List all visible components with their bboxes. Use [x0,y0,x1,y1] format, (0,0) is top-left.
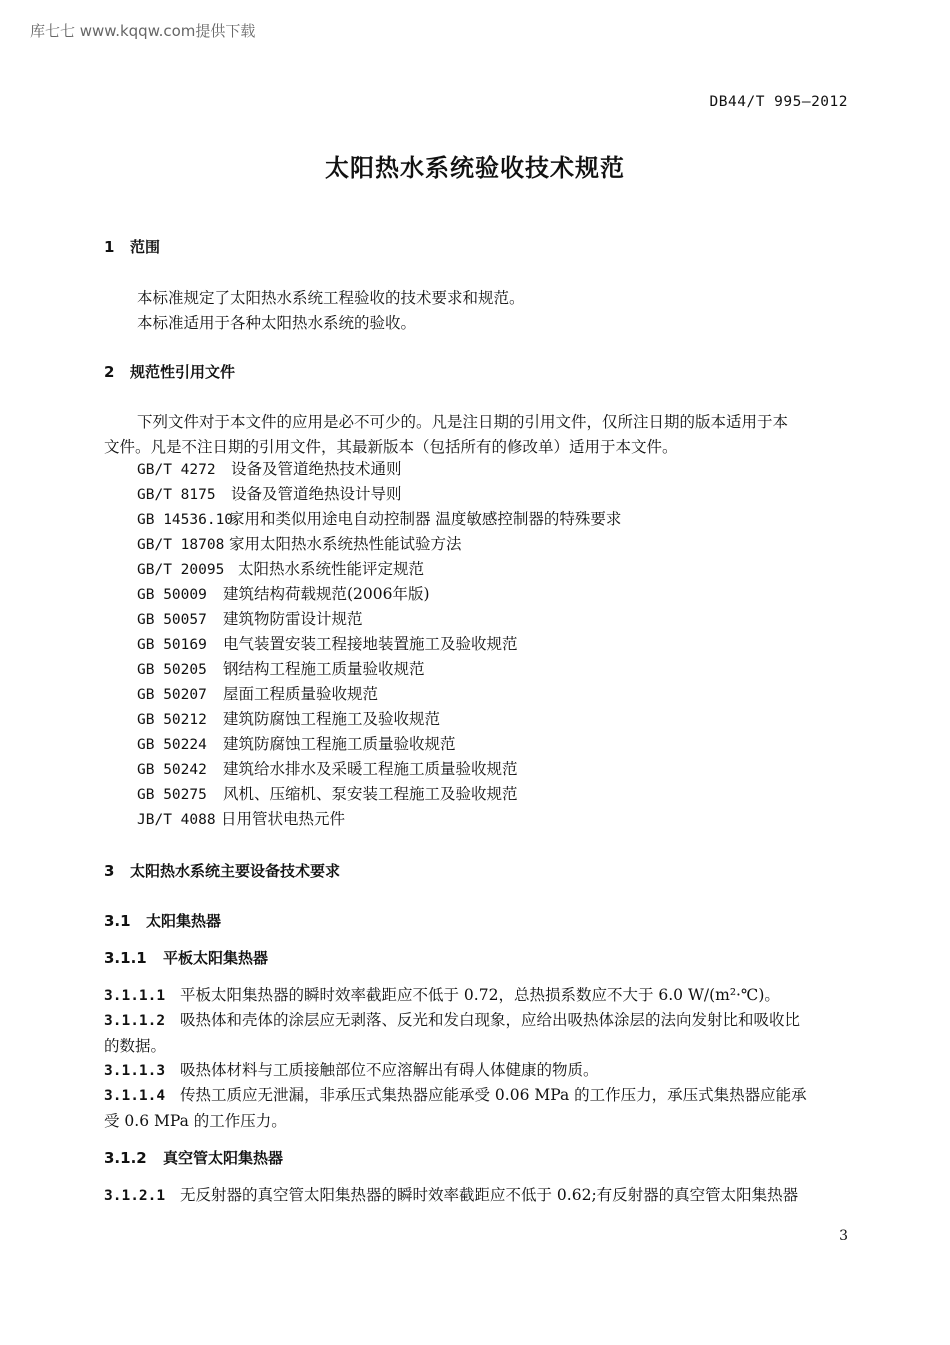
reference-code: GB 50205 [137,662,207,678]
clause-number: 3.1.1.2 [104,1013,166,1029]
clause-text-continued: 的数据。 [104,1037,167,1055]
reference-code: GB/T 4272 [137,462,216,478]
paragraph: 本标准适用于各种太阳热水系统的验收。 [137,314,417,332]
subsection-number: 3.1 [104,912,131,930]
reference-item [137,682,621,707]
section-3-heading [104,860,340,881]
subsection-3-1-2-heading [104,1147,283,1168]
section-1-heading [104,236,160,257]
section-number: 3 [104,862,115,880]
reference-title: 电气装置安装工程接地装置施工及验收规范 [223,635,518,653]
reference-title: 钢结构工程施工质量验收规范 [223,660,425,678]
reference-code: GB 50242 [137,762,207,778]
subsection-title: 真空管太阳集热器 [163,1149,284,1167]
reference-code: GB/T 18708 [137,537,225,553]
reference-item [137,807,621,832]
reference-item [137,482,621,507]
section-title: 太阳热水系统主要设备技术要求 [130,862,341,880]
section-title: 范围 [130,238,161,256]
reference-title: 日用管状电热元件 [221,810,346,828]
clause-3-1-2-1 [104,1183,850,1209]
reference-item [137,632,621,657]
reference-item [137,757,621,782]
reference-title: 设备及管道绝热设计导则 [231,485,402,503]
clause-3-1-1-1 [104,983,850,1009]
reference-item [137,532,621,557]
reference-title: 风机、压缩机、泵安装工程施工及验收规范 [223,785,518,803]
reference-title: 屋面工程质量验收规范 [223,685,379,703]
subsection-title: 平板太阳集热器 [163,949,269,967]
reference-code: GB 50224 [137,737,207,753]
reference-title: 建筑防腐蚀工程施工质量验收规范 [223,735,456,753]
subsection-3-1-1-heading [104,947,268,968]
reference-item [137,582,621,607]
subsection-title: 太阳集热器 [146,912,222,930]
reference-title: 建筑防腐蚀工程施工及验收规范 [223,710,441,728]
clause-text: 吸热体材料与工质接触部位不应溶解出有碍人体健康的物质。 [180,1061,599,1079]
reference-title: 建筑给水排水及采暖工程施工质量验收规范 [223,760,518,778]
section-number: 1 [104,238,115,256]
reference-title: 家用太阳热水系统热性能试验方法 [229,535,462,553]
clause-number: 3.1.1.4 [104,1088,166,1104]
subsection-3-1-heading [104,910,221,931]
reference-code: GB/T 8175 [137,487,216,503]
subsection-number: 3.1.2 [104,1149,147,1167]
reference-item [137,557,621,582]
reference-code: GB/T 20095 [137,562,225,578]
reference-title: 建筑物防雷设计规范 [223,610,363,628]
section-number: 2 [104,363,115,381]
clause-text: 传热工质应无泄漏，非承压式集热器应能承受 0.06 MPa 的工作压力，承压式集热器应能承 [180,1086,807,1104]
reference-title: 建筑结构荷载规范(2006年版) [223,585,430,603]
reference-item [137,507,621,532]
clause-text: 吸热体和壳体的涂层应无剥落、反光和发白现象，应给出吸热体涂层的法向发射比和吸收比 [180,1011,801,1029]
page-number: 3 [839,1228,848,1244]
section-2-heading [104,361,235,382]
clause-3-1-1-4 [104,1083,850,1134]
reference-title: 太阳热水系统性能评定规范 [238,560,425,578]
reference-item [137,457,621,482]
standard-code: DB44/T 995—2012 [709,94,848,110]
clause-number: 3.1.1.1 [104,988,166,1004]
paragraph: 文件。凡是不注日期的引用文件，其最新版本（包括所有的修改单）适用于本文件。 [104,438,678,456]
clause-text: 无反射器的真空管太阳集热器的瞬时效率截距应不低于 0.62;有反射器的真空管太阳集热器 [180,1186,799,1204]
reference-title: 设备及管道绝热技术通则 [231,460,402,478]
reference-code: GB 50169 [137,637,207,653]
reference-code: GB 50057 [137,612,207,628]
reference-item [137,707,621,732]
reference-code: GB 14536.10 [137,512,234,528]
reference-title: 家用和类似用途电自动控制器 温度敏感控制器的特殊要求 [229,510,622,528]
document-title: 太阳热水系统验收技术规范 [325,154,625,182]
reference-item [137,657,621,682]
watermark-text: 库七七 www.kqqw.com提供下载 [30,22,256,40]
reference-item [137,732,621,757]
reference-item [137,607,621,632]
subsection-number: 3.1.1 [104,949,147,967]
clause-number: 3.1.2.1 [104,1188,166,1204]
reference-code: JB/T 4088 [137,812,216,828]
reference-code: GB 50275 [137,787,207,803]
clause-text: 平板太阳集热器的瞬时效率截距应不低于 0.72，总热损系数应不大于 6.0 W/(m²·℃)。 [180,986,780,1004]
clause-text-continued: 受 0.6 MPa 的工作压力。 [104,1112,287,1130]
reference-list [137,457,621,832]
paragraph: 下列文件对于本文件的应用是必不可少的。凡是注日期的引用文件，仅所注日期的版本适用于本 [137,413,789,431]
reference-item [137,782,621,807]
clause-3-1-1-3 [104,1058,850,1084]
section-title: 规范性引用文件 [130,363,236,381]
reference-code: GB 50009 [137,587,207,603]
clause-number: 3.1.1.3 [104,1063,166,1079]
paragraph: 本标准规定了太阳热水系统工程验收的技术要求和规范。 [137,289,525,307]
reference-code: GB 50207 [137,687,207,703]
clause-3-1-1-2 [104,1008,850,1059]
reference-code: GB 50212 [137,712,207,728]
